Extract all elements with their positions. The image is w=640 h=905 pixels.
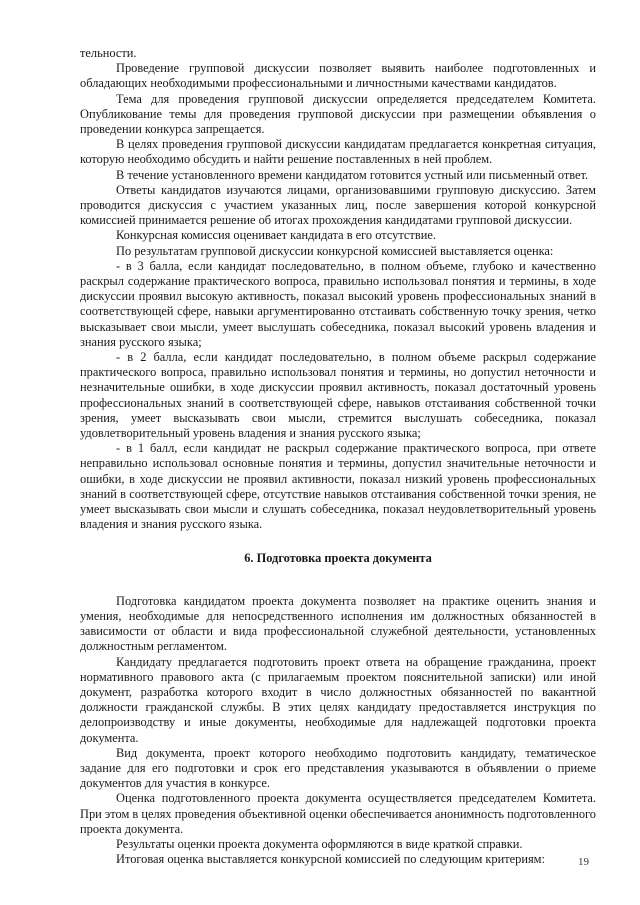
paragraph-answer-preparation: В течение установленного времени кандидатом готовится устный или письменный ответ. [116, 167, 589, 182]
document-body [80, 46, 596, 867]
paragraph-draft-type: Вид документа, проект которого необходимо подготовить кандидату, тематическое задание для его подготовки и срок его представления указываются в объявлении о приеме документов для участия в конкурсе. [80, 745, 596, 791]
paragraph-commission-evaluation: Конкурсная комиссия оценивает кандидата в его отсутствие. [116, 228, 436, 243]
paragraph-scoring-intro: По результатам групповой дискуссии конкурсной комиссией выставляется оценка: [116, 243, 554, 258]
paragraph-score-2: - в 2 балла, если кандидат последовательно, в полном объеме раскрыл содержание практического вопроса, правильно использовал понятия и термины, но допустил неточности и незначительные ошибки, в ходе дискуссии проявил активность, показал достаточный уровень профессиональных знаний в соответствующей сфере, навыков отстаивания собственной точки зрения, умеет высказывать свои мысли, стремится выслушать собеседника, показал удовлетворительный уровень владения и знания русского языка; [80, 350, 596, 441]
paragraph-discussion-topic: Тема для проведения групповой дискуссии определяется председателем Комитета. Опубликование темы для проведения групповой дискуссии при размещении объявления о проведении конкурса запрещается. [80, 91, 596, 137]
paragraph-draft-purpose: Подготовка кандидатом проекта документа позволяет на практике оценить знания и умения, необходимые для непосредственного исполнения им должностных обязанностей в зависимости от области и вида профессиональной служебной деятельности, установленных должностным регламентом. [80, 593, 596, 654]
paragraph-final-score: Итоговая оценка выставляется конкурсной комиссией по следующим критериям: [116, 852, 545, 867]
paragraph-score-3: - в 3 балла, если кандидат последовательно, в полном объеме, глубоко и качественно раскрыл содержание практического вопроса, правильно использовал понятия и термины, в ходе дискуссии проявил высокую активность, показал высокий уровень профессиональных знаний в соответствующей сфере, навыки аргументированно отстаивать собственную точку зрения, четко высказывает свои мысли, умеет выслушать собеседника, показал высокий уровень владения и знания русского языка; [80, 258, 596, 349]
paragraph-discussion-situation: В целях проведения групповой дискуссии кандидатам предлагается конкретная ситуация, которую необходимо обсудить и найти решение поставленных в ней проблем. [80, 137, 596, 167]
paragraph-draft-assignment: Кандидату предлагается подготовить проект ответа на обращение гражданина, проект нормативного правового акта (с прилагаемым проектом пояснительной записки) или иной документ, разработка которого входит в число должностных обязанностей по вакантной должности гражданской службы. В этих целях кандидату предоставляется инструкция по делопроизводству и иные документы, необходимые для надлежащей подготовки проекта документа. [80, 654, 596, 745]
page-number: 19 [578, 856, 589, 868]
paragraph-answers-review: Ответы кандидатов изучаются лицами, организовавшими групповую дискуссию. Затем проводится дискуссия с участием указанных лиц, после завершения которой конкурсной комиссией принимается решение об итогах прохождения кандидатами групповой дискуссии. [80, 182, 596, 228]
paragraph-draft-results: Результаты оценки проекта документа оформляются в виде краткой справки. [116, 836, 523, 851]
paragraph-discussion-purpose: Проведение групповой дискуссии позволяет выявить наиболее подготовленных и обладающих необходимыми профессиональными и личностными качествами кандидатов. [80, 61, 596, 91]
section-heading: 6. Подготовка проекта документа [244, 550, 432, 565]
paragraph-continuation: тельности. [80, 46, 137, 60]
paragraph-draft-evaluation: Оценка подготовленного проекта документа осуществляется председателем Комитета. При этом в целях проведения объективной оценки обеспечивается анонимность подготовленного проекта документа. [80, 791, 596, 836]
paragraph-score-1: - в 1 балл, если кандидат не раскрыл содержание практического вопроса, при ответе неправильно использовал основные понятия и термины, допустил значительные неточности и ошибки, в ходе дискуссии не проявил активности, показал низкий уровень профессиональных знаний в соответствующей сфере, отсутствие навыков отстаивания собственной точки зрения, не умеет высказывать свои мысли и слушать собеседника, показал неудовлетворительный уровень владения и знания русского языка. [80, 441, 596, 532]
